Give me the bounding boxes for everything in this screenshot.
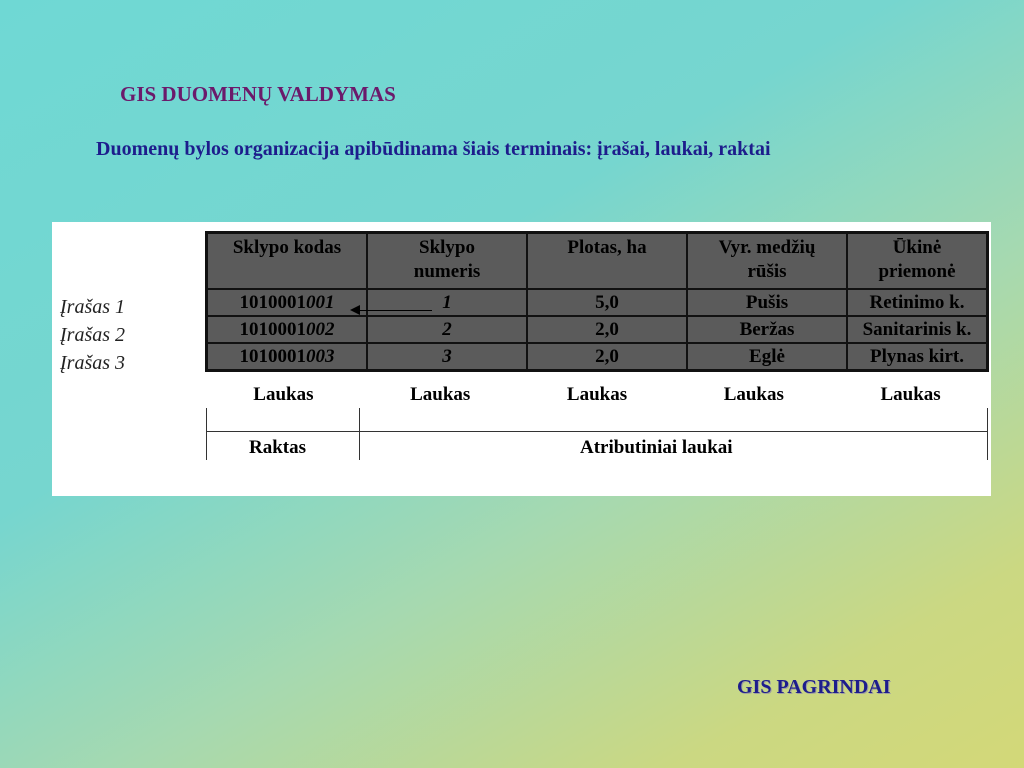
- data-table: [205, 231, 989, 372]
- cell-measure: Retinimo k.: [847, 289, 988, 316]
- header-area: Plotas, ha: [527, 233, 687, 290]
- cell-code: 1010001001: [207, 289, 368, 316]
- arrow-line: [354, 310, 432, 311]
- header-parcel-number: Sklypo numeris: [367, 233, 527, 290]
- field-label: Laukas: [723, 384, 784, 405]
- cell-number: 1: [367, 289, 527, 316]
- header-measure: Ūkinė priemonė: [847, 233, 988, 290]
- header-parcel-code: Sklypo kodas: [207, 233, 368, 290]
- field-label: Laukas: [880, 384, 941, 405]
- table-header-row: [207, 233, 988, 290]
- cell-measure: Sanitarinis k.: [847, 316, 988, 343]
- arrow-left-icon: [350, 305, 360, 315]
- table-row: [207, 289, 988, 316]
- cell-measure: Plynas kirt.: [847, 343, 988, 371]
- figure-panel: [52, 222, 991, 496]
- cell-code: 1010001002: [207, 316, 368, 343]
- record-label-1: Įrašas 1: [60, 296, 126, 318]
- cell-species: Eglė: [687, 343, 847, 371]
- header-species: Vyr. medžių rūšis: [687, 233, 847, 290]
- cell-code: 1010001003: [207, 343, 368, 371]
- key-label: Raktas: [249, 437, 307, 458]
- record-label-3: Įrašas 3: [60, 352, 126, 374]
- bracket-right-edge: [987, 408, 988, 460]
- cell-area: 2,0: [527, 343, 687, 371]
- bracket-divider: [359, 408, 360, 460]
- table-row: [207, 316, 988, 343]
- cell-number: 3: [367, 343, 527, 371]
- cell-area: 2,0: [527, 316, 687, 343]
- field-label: Laukas: [253, 384, 314, 405]
- table-row: [207, 343, 988, 371]
- slide-title: GIS DUOMENŲ VALDYMAS: [120, 82, 396, 106]
- record-labels: [60, 293, 125, 377]
- field-label: Laukas: [410, 384, 471, 405]
- footer-course-title: GIS PAGRINDAI: [737, 676, 891, 698]
- field-label: Laukas: [566, 384, 628, 405]
- slide-subtitle: Duomenų bylos organizacija apibūdinama šiais terminais: įrašai, laukai, raktai: [96, 138, 771, 160]
- attribute-fields-label: Atributiniai laukai: [580, 437, 733, 458]
- record-label-2: Įrašas 2: [60, 324, 126, 346]
- cell-area: 5,0: [527, 289, 687, 316]
- bracket-line: [206, 431, 987, 432]
- bracket-left-edge: [206, 408, 207, 460]
- cell-species: Pušis: [687, 289, 847, 316]
- cell-species: Beržas: [687, 316, 847, 343]
- cell-number: 2: [367, 316, 527, 343]
- field-label-row: [205, 384, 989, 406]
